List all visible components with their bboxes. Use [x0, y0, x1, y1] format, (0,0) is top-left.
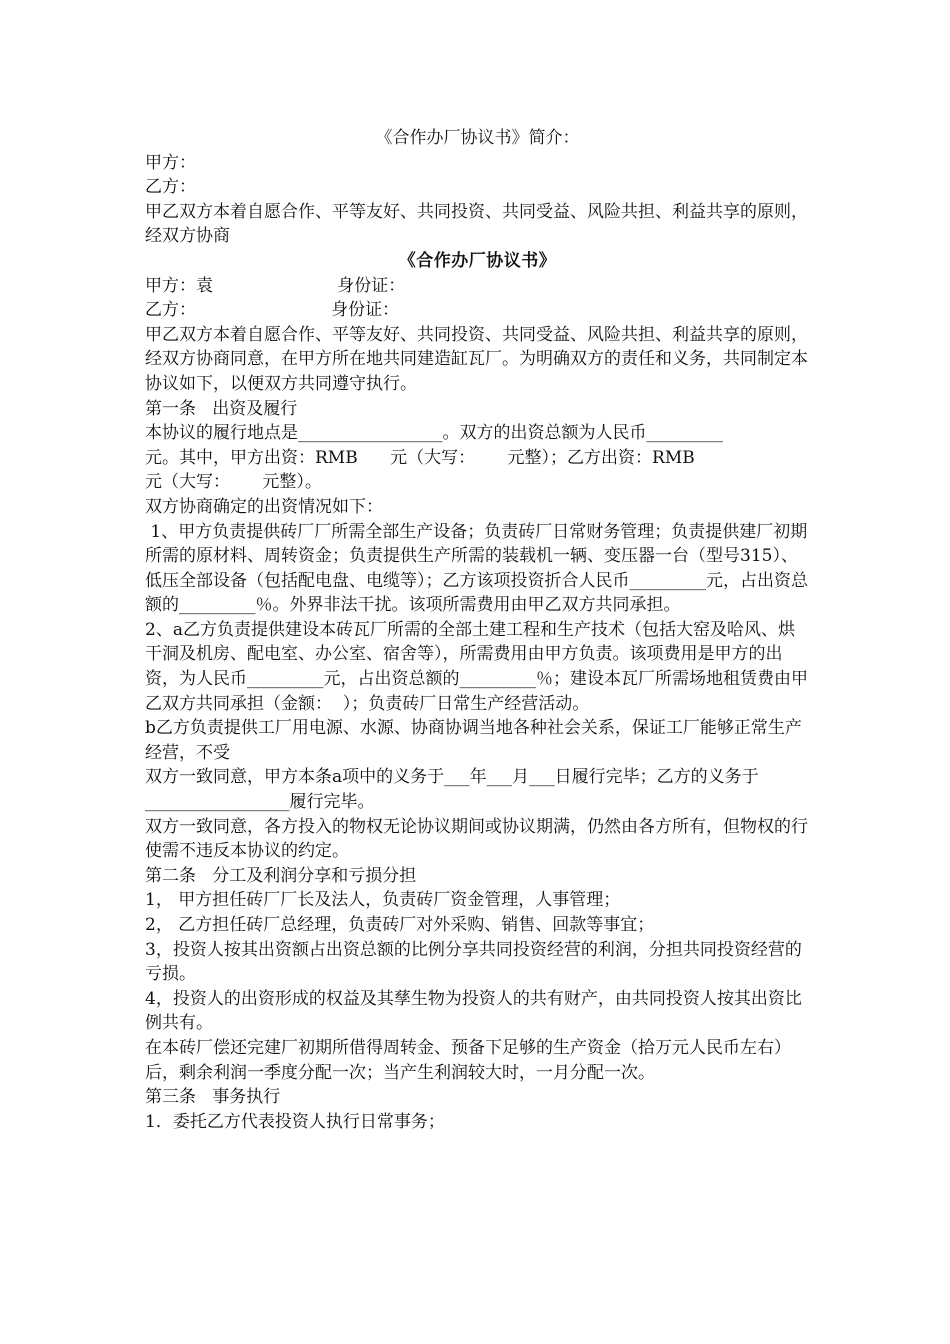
article2-item1: 1， 甲方担任砖厂厂长及法人，负责砖厂资金管理，人事管理；: [145, 890, 621, 911]
article1-item2a: 2、a乙方负责提供建设本砖瓦厂所需的全部土建工程和生产技术（包括大窑及哈风、烘干洞及机房、配电室、办公室、宿舍等），所需费用由甲方负责。该项费用是甲方的出资，为人民币_________元，占出资总额的_________％；建设本瓦厂所需场地租赁费由甲乙双方共同承担（金额： ）；负责砖厂日常生产经营活动。: [145, 619, 808, 714]
party-a-line: 甲方：袁 身份证：: [145, 275, 406, 296]
article1-para4: 双方一致同意，各方投入的物权无论协议期间或协议期满，仍然由各方所有，但物权的行使需不违反本协议的约定。: [145, 816, 808, 862]
article1-para1-line1: 本协议的履行地点是_________________。双方的出资总额为人民币_________: [145, 423, 723, 444]
article3-item1: 1．委托乙方代表投资人执行日常事务；: [145, 1111, 445, 1132]
intro-title: 《合作办厂协议书》简介：: [375, 128, 580, 148]
article1-item2b: b乙方负责提供工厂用电源、水源、协商协调当地各种社会关系，保证工厂能够正常生产经营，不受: [145, 718, 802, 763]
document-body: [145, 126, 810, 1134]
preamble: 甲乙双方本着自愿合作、平等友好、共同投资、共同受益、风险共担、利益共享的原则，经双方协商同意，在甲方所在地共同建造缸瓦厂。为明确双方的责任和义务，共同制定本协议如下，以便双方共同遵守执行。: [145, 324, 808, 394]
article1-heading: 第一条 出资及履行: [145, 398, 298, 419]
article1-para1-line2: 元。其中，甲方出资：RMB 元（大写： 元整）；乙方出资：RMB: [145, 447, 695, 468]
article1-para1-line3: 元（大写： 元整）。: [145, 472, 322, 493]
article2-heading: 第二条 分工及利润分享和亏损分担: [145, 865, 417, 886]
intro-party-b: 乙方：: [145, 177, 196, 198]
article1-item1: 1、甲方负责提供砖厂厂所需全部生产设备；负责砖厂日常财务管理；负责提供建厂初期所需的原材料、周转资金；负责提供生产所需的装载机一辆、变压器一台（型号315）、低压全部设备（包括配电盘、电缆等）；乙方该项投资折合人民币_________元，占出资总额的_________％。外界非法干扰。该项所需费用由甲乙双方共同承担。: [145, 521, 808, 616]
article2-item3: 3，投资人按其出资额占出资总额的比例分享共同投资经营的利润，分担共同投资经营的亏损。: [145, 939, 802, 985]
party-b-line: 乙方： 身份证：: [145, 300, 400, 321]
article2-item4: 4，投资人的出资形成的权益及其孳生物为投资人的共有财产，由共同投资人按其出资比例共有。: [145, 988, 802, 1034]
article2-item2: 2， 乙方担任砖厂总经理，负责砖厂对外采购、销售、回款等事宜；: [145, 915, 655, 935]
article2-para5: 在本砖厂偿还完建厂初期所借得周转金、预备下足够的生产资金（拾万元人民币左右）后，剩余利润一季度分配一次；当产生利润较大时，一月分配一次。: [145, 1037, 791, 1083]
article3-heading: 第三条 事务执行: [145, 1087, 281, 1108]
intro-text: 甲乙双方本着自愿合作、平等友好、共同投资、共同受益、风险共担、利益共享的原则，经双方协商: [145, 201, 808, 247]
article1-para3: 双方一致同意，甲方本条a项中的义务于___年___月___日履行完毕；乙方的义务于_________________履行完毕。: [145, 767, 759, 813]
main-title: 《合作办厂协议书》: [398, 250, 557, 271]
intro-party-a: 甲方：: [145, 152, 196, 173]
article1-para2: 双方协商确定的出资情况如下：: [145, 496, 383, 517]
